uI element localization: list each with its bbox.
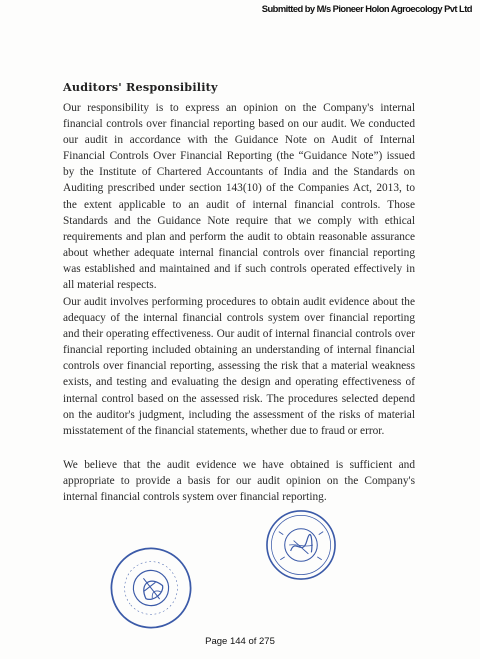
paragraph-audit-evidence: We believe that the audit evidence we have obtained is sufficient and appropriate to provide a basis for our audit opinion on the Company's internal financial controls system over financial reporting. (63, 459, 415, 504)
section-heading: Auditors' Responsibility (63, 80, 218, 94)
submitted-by-header: Submitted by M/s Pioneer Holon Agroecology Pvt Ltd (261, 3, 472, 14)
auditor-seal-stamp (264, 508, 338, 582)
paragraph-audit-procedures: Our audit involves performing procedures to obtain audit evidence about the adequacy of the internal financial controls system over financial reporting and their operating effectiveness. Our audit of internal financial controls over financial reporting included obtaining an understanding of internal financial controls over financial reporting, assessing the risk that a material weakness exists, and testing and evaluating the design and operating effectiveness of internal control based on the assessed risk. The procedures selected depend on the auditor's judgment, including the assessment of the risks of material misstatement of the financial statements, whether due to fraud or error. (63, 296, 415, 437)
paragraph-responsibility: Our responsibility is to express an opinion on the Company's internal financial controls over financial reporting based on our audit. We conducted our audit in accordance with the Guidance Note on Audit of Internal Financial Controls Over Financial Reporting (the “Guidance Note”) issued by the Institute of Chartered Accountants of India and the Standards on Auditing prescribed under section 143(10) of the Companies Act, 2013, to the extent applicable to an audit of internal financial controls. Those Standards and the Guidance Note require that we comply with ethical requirements and plan and perform the audit to obtain reasonable assurance about whether adequate internal financial controls over financial reporting was established and maintained and if such controls operated effectively in all material respects. (63, 102, 415, 292)
page-number: Page 144 of 275 (205, 636, 275, 647)
company-seal-stamp (107, 544, 195, 632)
